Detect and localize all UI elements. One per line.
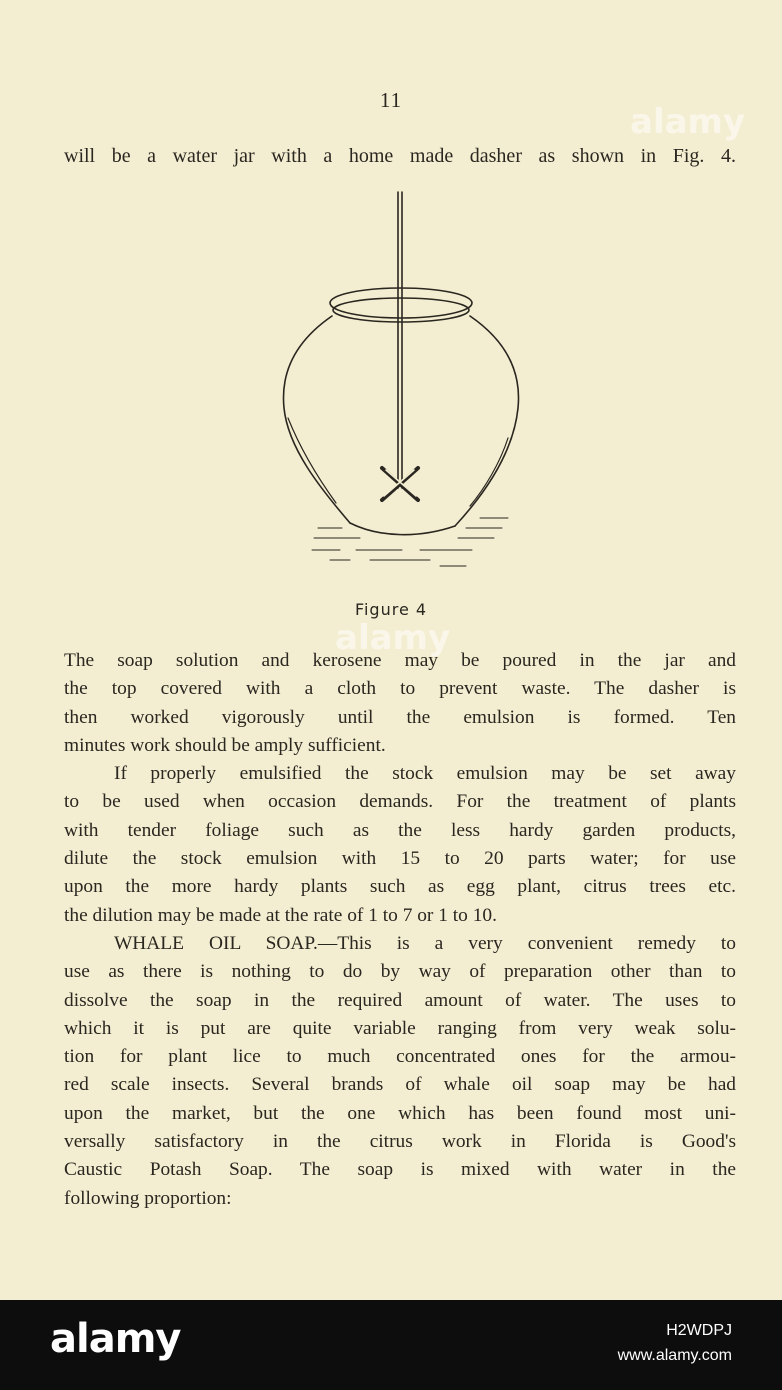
jar-body-left <box>283 316 350 523</box>
jar-rim-outer <box>330 288 472 318</box>
ground-hatching <box>312 518 508 566</box>
page-number: 11 <box>379 88 403 112</box>
intro-line: will be a water jar with a home made dasher as shown in Fig. 4. <box>64 145 736 167</box>
text-line: minutes work should be amply sufficient. <box>64 734 386 756</box>
paragraph-3 <box>64 930 736 1213</box>
watermark-mid: alamy <box>335 618 451 658</box>
text-line: red scale insects. Several brands of whale oil soap may be had <box>64 1074 736 1096</box>
watermark-top: alamy <box>630 102 746 142</box>
paragraph-1 <box>64 647 736 760</box>
text-line: tion for plant lice to much concentrated ones for the armou- <box>64 1046 736 1068</box>
jar-bottom <box>350 523 455 535</box>
text-line: If properly emulsified the stock emulsion may be set away <box>114 763 736 785</box>
jar-body-right <box>455 316 519 526</box>
image-id: H2WDPJ <box>666 1322 732 1339</box>
text-line: Caustic Potash Soap. The soap is mixed with water in the <box>64 1159 736 1181</box>
paragraph-2 <box>64 760 736 930</box>
text-line: dissolve the soap in the required amount of water. The uses to <box>64 989 736 1011</box>
text-line: upon the market, but the one which has been found most uni- <box>64 1102 736 1124</box>
text-line: use as there is nothing to do by way of preparation other than to <box>64 961 736 983</box>
footer-bar <box>0 1300 782 1390</box>
text-line: which it is put are quite variable ranging from very weak solu- <box>64 1017 736 1039</box>
text-line: with tender foliage such as the less hardy garden products, <box>64 819 736 841</box>
water-jar-dasher-illustration <box>270 188 540 578</box>
text-line: WHALE OIL SOAP.—This is a very convenient remedy to <box>114 932 736 954</box>
text-line: dilute the stock emulsion with 15 to 20 parts water; for use <box>64 848 736 870</box>
text-line: the dilution may be made at the rate of 1 to 7 or 1 to 10. <box>64 904 497 926</box>
site-url[interactable]: www.alamy.com <box>617 1347 732 1364</box>
text-line: The soap solution and kerosene may be poured in the jar and <box>64 650 736 671</box>
text-line: to be used when occasion demands. For the treatment of plants <box>64 791 736 813</box>
text-line: upon the more hardy plants such as egg plant, citrus trees etc. <box>64 876 736 898</box>
text-line: versally satisfactory in the citrus work in Florida is Good's <box>64 1131 736 1153</box>
text-line: then worked vigorously until the emulsion is formed. Ten <box>64 706 736 728</box>
dasher-cross <box>382 468 418 500</box>
figure-caption: Figure 4 <box>354 600 428 619</box>
text-line: following proportion: <box>64 1187 232 1209</box>
body-text <box>64 647 736 1213</box>
text-line: the top covered with a cloth to prevent waste. The dasher is <box>64 678 736 700</box>
alamy-logo[interactable]: alamy <box>50 1316 181 1362</box>
